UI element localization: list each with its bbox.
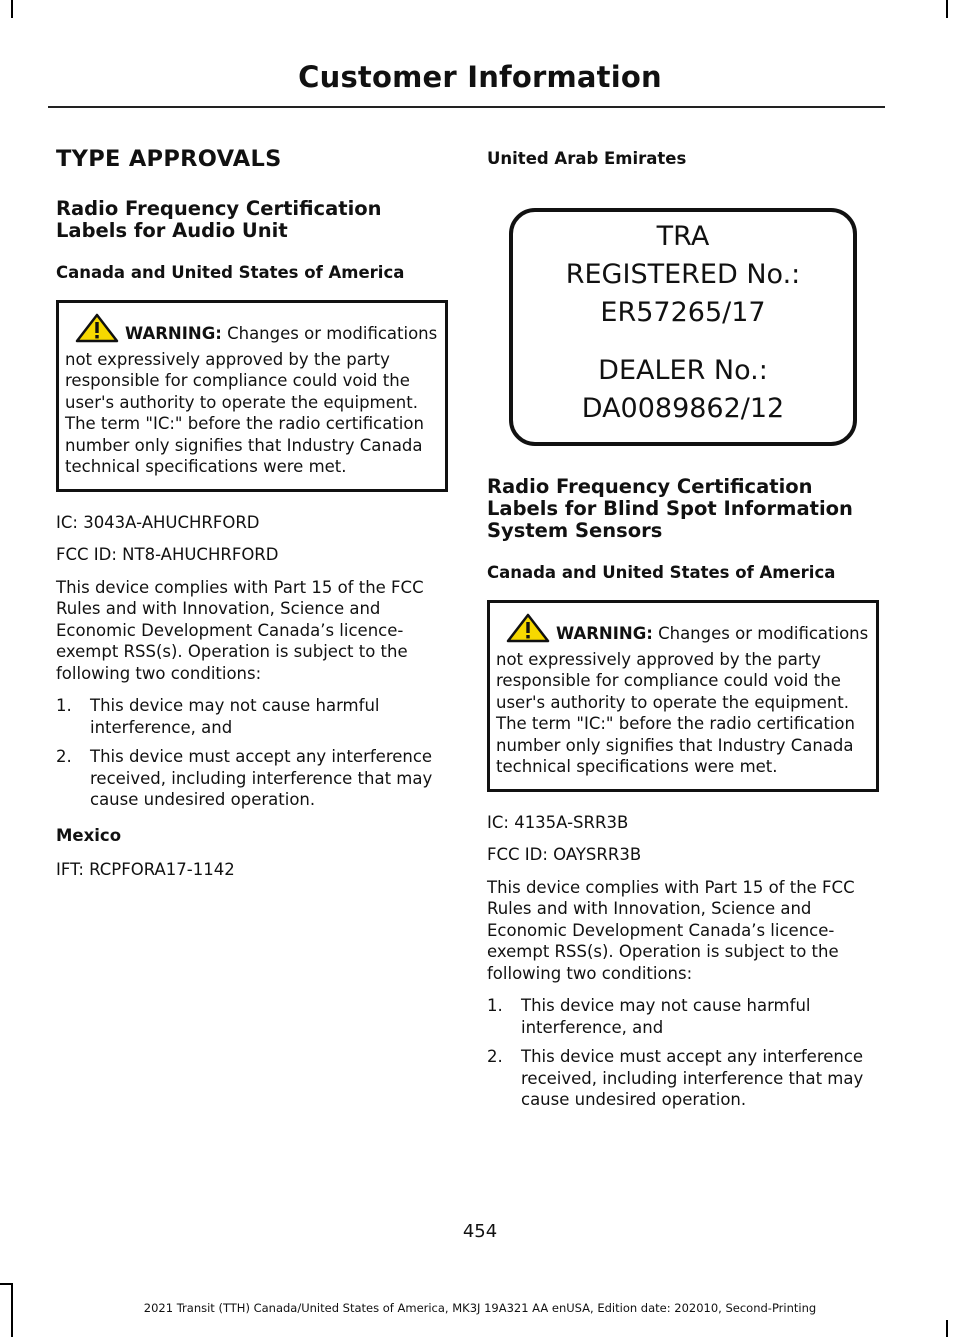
tra-label-line: ER57265/17 xyxy=(600,297,766,328)
compliance-text: This device complies with Part 15 of the FCC Rules and with Innovation, Science and Economic Development Canada’s licence-exempt RSS(s). Operation is subject to the following two conditions: xyxy=(487,877,855,983)
list-text: This device may not cause harmful interference, and xyxy=(90,696,380,737)
warning-label: WARNING: xyxy=(556,624,653,643)
subsection-title-blind-spot: Radio Frequency Certification Labels for Blind Spot Information System Sensors xyxy=(487,475,853,542)
list-number: 1. xyxy=(487,996,503,1015)
ic-id: IC: 4135A-SRR3B xyxy=(487,812,629,832)
page-number: 454 xyxy=(462,1221,498,1242)
tra-label-line: DA0089862/12 xyxy=(581,393,785,424)
list-text: This device must accept any interference received, including interference that may cause undesired operation. xyxy=(90,747,433,809)
crop-mark-bottom-left-horizontal xyxy=(0,1283,11,1285)
crop-mark-bottom-right xyxy=(946,1320,948,1337)
list-number: 2. xyxy=(487,1047,503,1066)
warning-text: Changes or modifications not expressively approved by the party responsible for compliance could void the user's authority to operate the equipment. The term "IC:" before the radio certification number only signifies that Industry Canada technical specifications were met. xyxy=(65,324,438,476)
tra-label-line: TRA xyxy=(656,221,710,252)
tra-label-line: DEALER No.: xyxy=(598,355,768,386)
header-divider xyxy=(48,106,885,108)
tra-registration-label-image xyxy=(509,208,857,446)
section-title: TYPE APPROVALS xyxy=(56,146,282,172)
warning-text: Changes or modifications not expressively approved by the party responsible for compliance could void the user's authority to operate the equipment. The term "IC:" before the radio certification number only signifies that Industry Canada technical specifications were met. xyxy=(496,624,869,776)
ift-id: IFT: RCPFORA17-1142 xyxy=(56,859,235,879)
warning-triangle-icon xyxy=(75,313,119,349)
page-header-title: Customer Information xyxy=(298,60,662,94)
crop-mark-top-right xyxy=(946,0,948,18)
warning-box xyxy=(487,600,879,792)
warning-label: WARNING: xyxy=(125,324,222,343)
ic-id: IC: 3043A-AHUCHRFORD xyxy=(56,512,260,532)
list-number: 2. xyxy=(56,747,72,766)
list-item xyxy=(487,1046,879,1111)
warning-triangle-icon xyxy=(506,613,550,649)
warning-box xyxy=(56,300,448,492)
region-heading-canada-usa: Canada and United States of America xyxy=(56,263,405,282)
list-text: This device must accept any interference received, including interference that may cause undesired operation. xyxy=(521,1047,864,1109)
uae-heading: United Arab Emirates xyxy=(487,149,687,168)
list-item xyxy=(56,695,448,738)
mexico-heading: Mexico xyxy=(56,825,122,845)
list-text: This device may not cause harmful interference, and xyxy=(521,996,811,1037)
subsection-title-audio-unit: Radio Frequency Certification Labels for Audio Unit xyxy=(56,197,382,242)
region-heading-canada-usa: Canada and United States of America xyxy=(487,563,836,582)
tra-label-line: REGISTERED No.: xyxy=(565,259,801,290)
fcc-id: FCC ID: OAYSRR3B xyxy=(487,845,642,864)
list-item xyxy=(56,746,448,811)
list-number: 1. xyxy=(56,696,72,715)
left-column xyxy=(56,146,448,891)
page-footer: 2021 Transit (TTH) Canada/United States of America, MK3J 19A321 AA enUSA, Edition date: 202010, Second-Printing xyxy=(143,1301,817,1315)
compliance-text: This device complies with Part 15 of the FCC Rules and with Innovation, Science and Economic Development Canada’s licence-exempt RSS(s). Operation is subject to the following two conditions: xyxy=(56,577,424,683)
fcc-id: FCC ID: NT8-AHUCHRFORD xyxy=(56,545,279,564)
conditions-list xyxy=(487,995,879,1111)
list-item xyxy=(487,995,879,1038)
conditions-list xyxy=(56,695,448,811)
crop-mark-top-left xyxy=(11,0,13,18)
right-column xyxy=(487,146,879,1125)
